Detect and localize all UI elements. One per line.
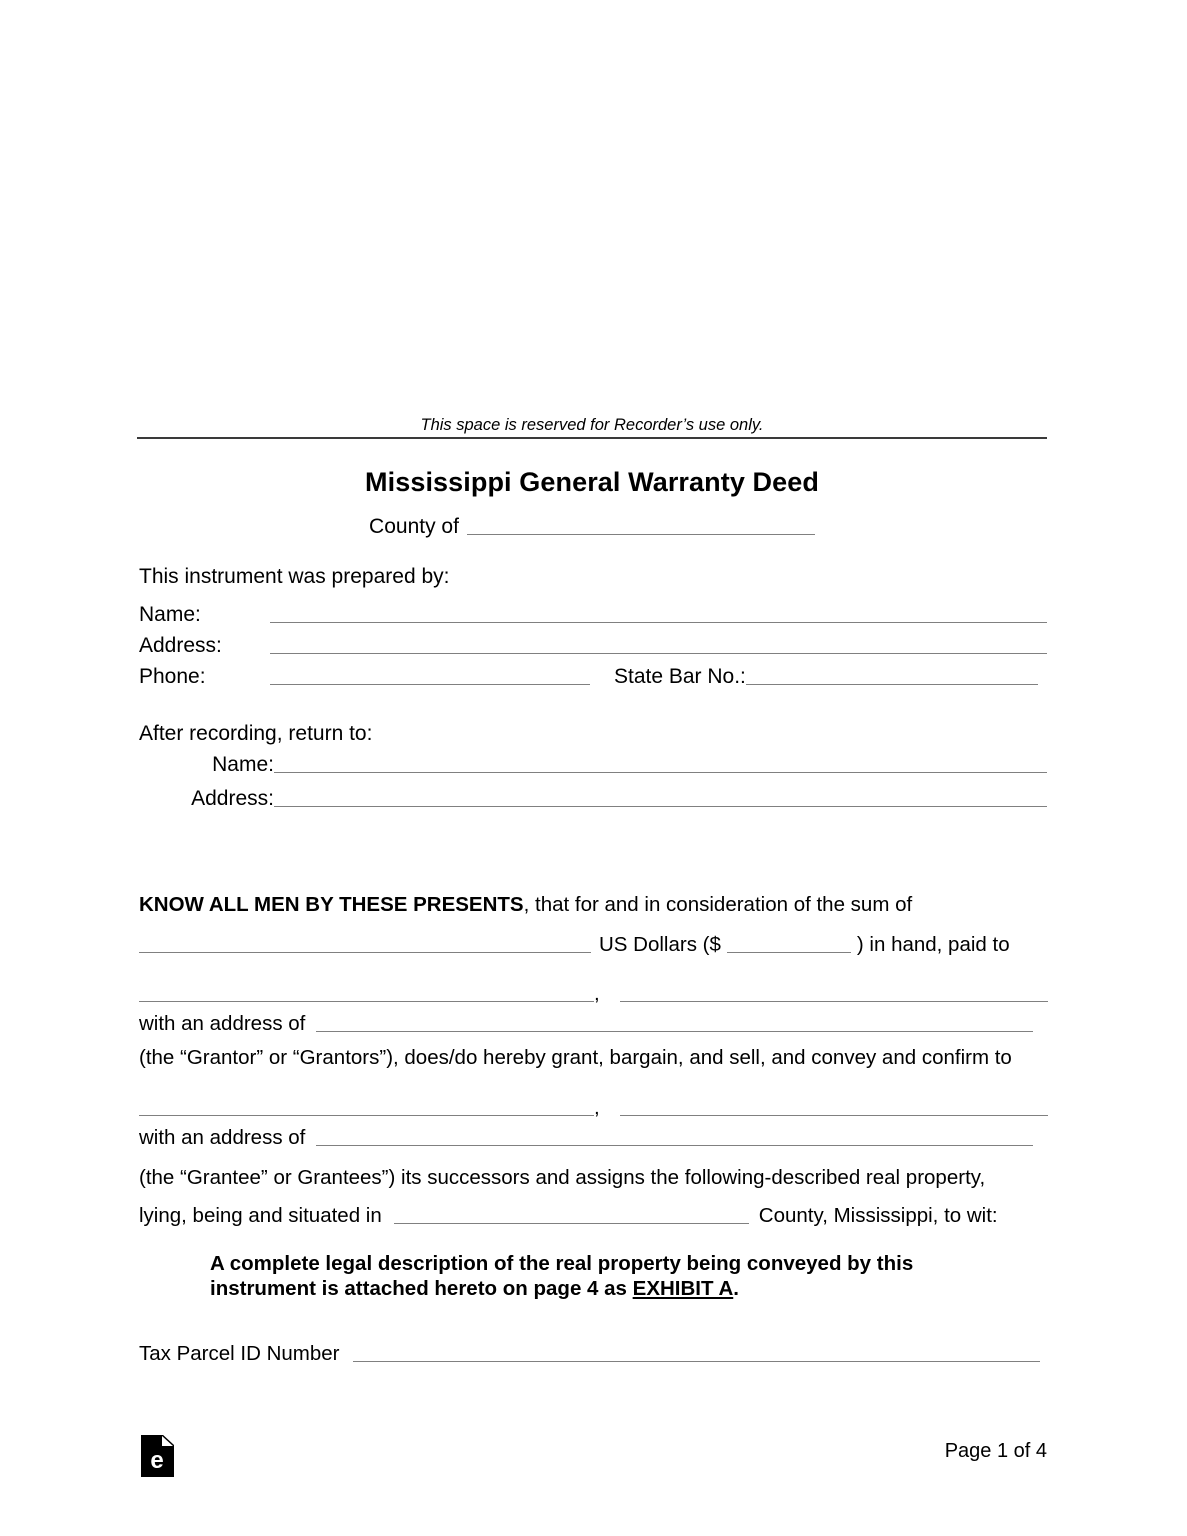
situated-prefix: lying, being and situated in: [139, 1204, 382, 1227]
grantee-name-blank-2[interactable]: [620, 1095, 1048, 1117]
grantor-address-blank[interactable]: [316, 1011, 1033, 1033]
prepared-by-address-label: Address:: [139, 634, 222, 657]
prepared-by-name-label: Name:: [139, 603, 201, 626]
us-dollars-label: US Dollars ($: [599, 933, 721, 956]
after-recording-address-blank[interactable]: [274, 785, 1047, 807]
prepared-by-address-row: [139, 632, 1047, 660]
after-recording-label: After recording, return to:: [139, 722, 373, 745]
recorder-use-note: This space is reserved for Recorder’s use only.: [420, 416, 764, 434]
grantee-name-line: [139, 1094, 1048, 1122]
grantor-name-blank-2[interactable]: [620, 981, 1048, 1003]
situated-line: [139, 1202, 998, 1230]
grantor-name-line: [139, 980, 1048, 1008]
grantee-name-blank-1[interactable]: [139, 1095, 594, 1117]
prepared-by-phone-row: [139, 663, 1038, 691]
grantee-clause: (the “Grantee” or Grantees”) its successors and assigns the following-described real property,: [139, 1166, 986, 1189]
exhibit-callout-line-2-suffix: .: [733, 1277, 739, 1300]
tax-parcel-line: [139, 1340, 1040, 1368]
state-bar-label: State Bar No.:: [614, 665, 746, 688]
county-label: County of: [369, 515, 459, 538]
county-input-blank[interactable]: [467, 513, 815, 535]
recorder-divider: [137, 437, 1047, 439]
tax-parcel-blank[interactable]: [353, 1341, 1040, 1363]
exhibit-a-reference[interactable]: EXHIBIT A: [632, 1277, 734, 1300]
presents-heading: KNOW ALL MEN BY THESE PRESENTS: [139, 893, 524, 916]
exhibit-callout: [210, 1251, 980, 1301]
prepared-by-address-blank[interactable]: [270, 632, 1047, 654]
prepared-by-name-row: [139, 601, 1047, 629]
grantor-name-blank-1[interactable]: [139, 981, 594, 1003]
after-recording-name-blank[interactable]: [274, 751, 1047, 773]
state-bar-blank[interactable]: [746, 663, 1038, 685]
consideration-line: [139, 931, 1010, 959]
exhibit-callout-line-2-prefix: instrument is attached hereto on page 4 as: [210, 1277, 633, 1300]
exhibit-callout-line-1: A complete legal description of the real property being conveyed by this: [210, 1252, 914, 1275]
prepared-by-phone-blank[interactable]: [270, 663, 590, 685]
consideration-amount-blank[interactable]: [727, 932, 851, 954]
situated-suffix: County, Mississippi, to wit:: [758, 1204, 998, 1227]
after-recording-address-label: Address:: [191, 787, 274, 810]
after-recording-address-row: [139, 785, 1047, 813]
situated-county-blank[interactable]: [394, 1203, 749, 1225]
eforms-logo-icon: [141, 1435, 174, 1477]
tax-parcel-label: Tax Parcel ID Number: [139, 1342, 340, 1365]
grantor-address-line: [139, 1010, 1033, 1038]
consideration-words-blank[interactable]: [139, 932, 591, 954]
prepared-by-phone-label: Phone:: [139, 665, 206, 688]
after-recording-name-row: [139, 751, 1047, 779]
county-line: [137, 513, 1047, 541]
grantor-clause: (the “Grantor” or “Grantors”), does/do hereby grant, bargain, and sell, and convey and confirm to: [139, 1046, 1012, 1069]
page-title: Mississippi General Warranty Deed: [365, 467, 819, 497]
eforms-logo-letter: e: [150, 1447, 164, 1474]
prepared-by-name-blank[interactable]: [270, 601, 1047, 623]
presents-continuation: , that for and in consideration of the sum of: [523, 893, 913, 916]
grantee-address-label: with an address of: [139, 1126, 306, 1149]
grantee-address-blank[interactable]: [316, 1125, 1033, 1147]
grantor-name-comma: ,: [594, 982, 600, 1005]
after-recording-name-label: Name:: [212, 753, 274, 776]
exhibit-callout-line-2: [210, 1276, 980, 1301]
page-indicator: Page 1 of 4: [944, 1440, 1047, 1462]
presents-line: [139, 891, 912, 919]
grantor-address-label: with an address of: [139, 1012, 306, 1035]
eforms-document-glyph: [141, 1435, 174, 1477]
in-hand-paid-to-text: ) in hand, paid to: [856, 933, 1010, 956]
grantee-name-comma: ,: [594, 1096, 600, 1119]
grantee-address-line: [139, 1124, 1033, 1152]
prepared-by-label: This instrument was prepared by:: [139, 565, 450, 588]
